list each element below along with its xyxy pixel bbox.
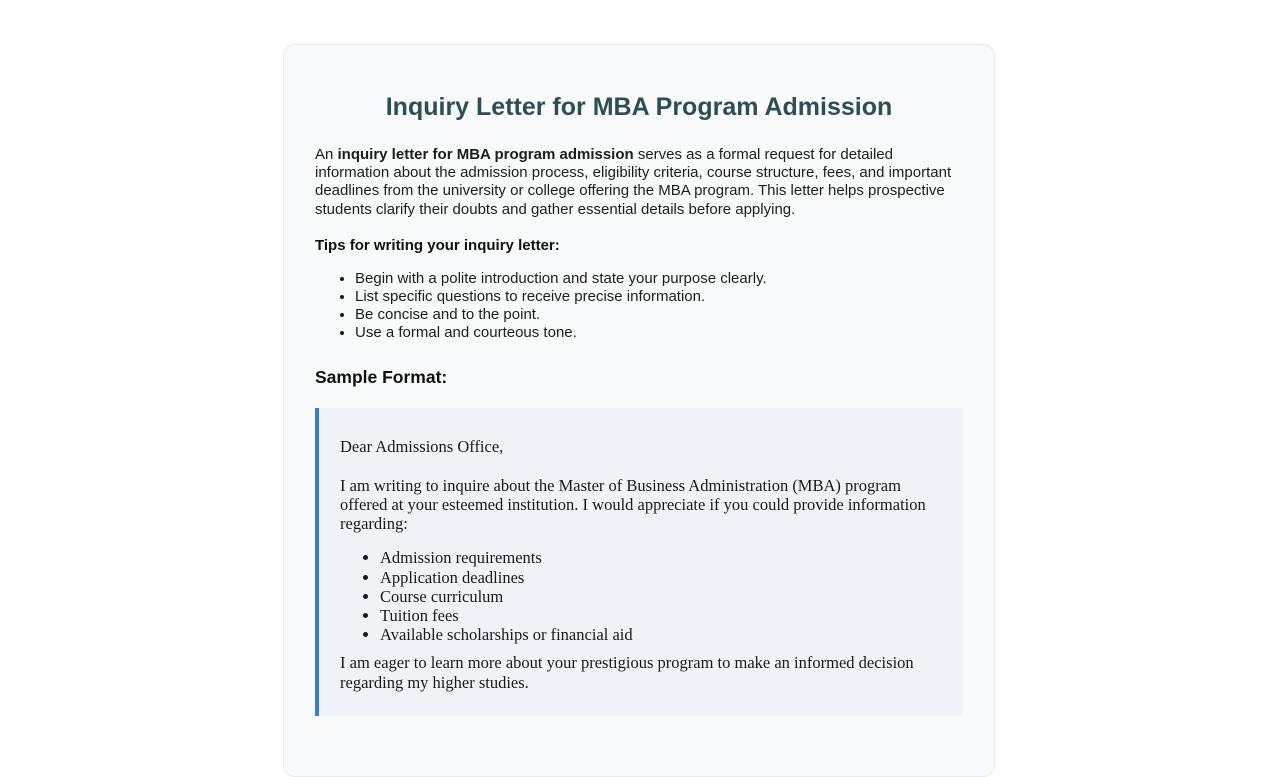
intro-bold-phrase: inquiry letter for MBA program admission [337,146,634,163]
tips-list-item: • Be concise and to the point. [355,306,963,324]
intro-paragraph [315,146,963,219]
letter-list-item: • Admission requirements [380,548,939,567]
letter-closing-paragraph: I am eager to learn more about your prestigious program to make an informed decision regarding my higher studies. [340,653,914,692]
tips-list-item: • Use a formal and courteous tone. [355,324,963,342]
letter-body-paragraph: I am writing to inquire about the Master of Business Administration (MBA) program offered at your esteemed institution. I would appreciate if you could provide information regarding: [340,475,926,534]
intro-prefix: An [315,146,338,163]
sample-letter-block [315,408,963,716]
letter-list-item: • Application deadlines [380,568,939,587]
intro-rest: serves as a formal request for detailed information about the admission process, eligibility criteria, course structure, fees, and important deadlines from the university or college offering the MBA program. This letter helps prospective students clarify their doubts and gather essential details before applying. [315,146,952,218]
tips-list-item: • List specific questions to receive precise information. [355,288,963,306]
tips-list [315,270,963,343]
letter-list-item: • Tuition fees [380,606,939,625]
letter-request-list [340,548,939,644]
tips-heading: Tips for writing your inquiry letter: [315,236,560,254]
sample-format-heading: Sample Format: [315,366,448,387]
letter-greeting: Dear Admissions Office, [340,436,504,456]
tips-list-item: • Begin with a polite introduction and state your purpose clearly. [355,270,963,288]
letter-list-item: • Available scholarships or financial aid [380,625,939,644]
page-background [0,44,1278,694]
page-title: Inquiry Letter for MBA Program Admission [385,93,893,121]
article-card [283,44,995,777]
letter-list-item: • Course curriculum [380,587,939,606]
